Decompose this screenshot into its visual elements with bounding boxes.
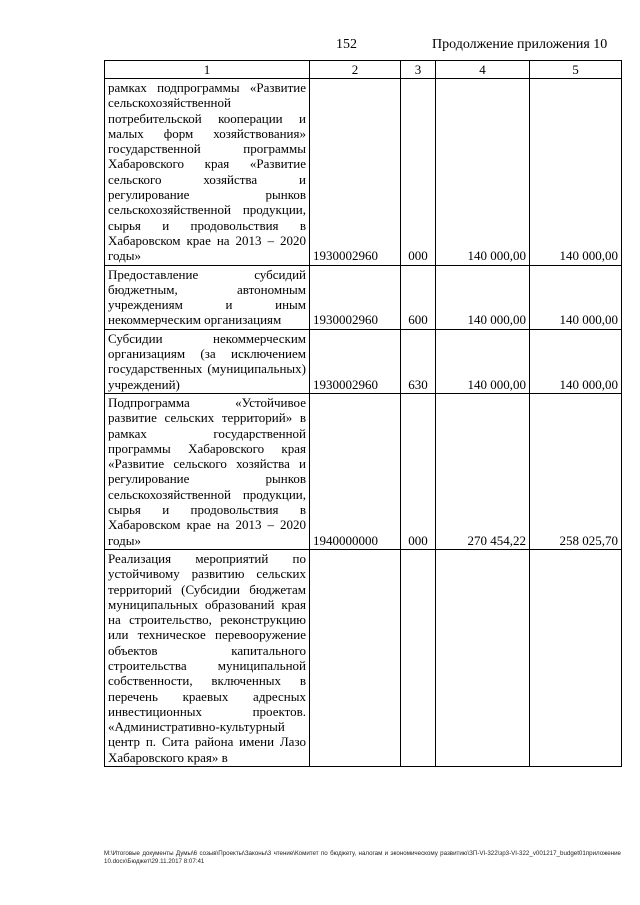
row-description: Подпрограмма «Устойчивое развитие сельских территорий» в рамках государственной программы Хабаровского края «Развитие сельского хозяйства и регулирование рынков сельскохозяйственной продукции, сырья и продовольствия в Хабаровском крае на 2013 – 2020 годы»: [105, 393, 310, 549]
amount-year-2: 140 000,00: [530, 329, 622, 393]
page-number: 152: [336, 37, 357, 52]
column-number: 1: [105, 61, 310, 79]
amount-year-2: 258 025,70: [530, 393, 622, 549]
amount-year-2: 140 000,00: [530, 265, 622, 329]
column-number-row: [105, 61, 622, 79]
target-code: 1930002960: [310, 265, 401, 329]
table-row: [105, 393, 622, 549]
table-row: [105, 329, 622, 393]
column-number: 4: [436, 61, 530, 79]
table-row: [105, 79, 622, 266]
expense-type-code: 000: [401, 79, 436, 266]
target-code: 1930002960: [310, 79, 401, 266]
amount-year-1: 270 454,22: [436, 393, 530, 549]
row-description: Реализация мероприятий по устойчивому развитию сельских территорий (Субсидии бюджетам муниципальных образований края на строительство, реконструкцию или техническое перевооружение объектов капитального строительства муниципальной собственности, включенных в перечень краевых адресных инвестиционных проектов. «Административно-культурный центр п. Сита района имени Лазо Хабаровского края» в: [105, 549, 310, 766]
target-code: 1940000000: [310, 393, 401, 549]
expense-type-code: [401, 549, 436, 766]
expense-type-code: 600: [401, 265, 436, 329]
table-row: [105, 265, 622, 329]
amount-year-1: 140 000,00: [436, 329, 530, 393]
expense-type-code: 000: [401, 393, 436, 549]
target-code: [310, 549, 401, 766]
amount-year-1: 140 000,00: [436, 265, 530, 329]
column-number: 2: [310, 61, 401, 79]
amount-year-1: 140 000,00: [436, 79, 530, 266]
row-description: рамках подпрограммы «Развитие сельскохозяйственной потребительской кооперации и малых форм хозяйствования» государственной программы Хабаровского края «Развитие сельского хозяйства и регулирование рынков сельскохозяйственной продукции, сырья и продовольствия в Хабаровском крае на 2013 – 2020 годы»: [105, 79, 310, 266]
file-path-footer: M:\Итоговые документы Думы\6 созыв\Проекты\Законы\3 чтение\Комитет по бюджету, налогам и экономическому развитию\ЗП-VI-322\зр3-VI-322_v001217_budget01приложение 10.docx\Бюджет\29.11.2017 8:07:41: [104, 850, 621, 865]
amount-year-1: [436, 549, 530, 766]
row-description: Предоставление субсидий бюджетным, автономным учреждениям и иным некоммерческим организациям: [105, 265, 310, 329]
table-row: [105, 549, 622, 766]
continuation-label: Продолжение приложения 10: [432, 37, 608, 52]
amount-year-2: [530, 549, 622, 766]
target-code: 1930002960: [310, 329, 401, 393]
amount-year-2: 140 000,00: [530, 79, 622, 266]
row-description: Субсидии некоммерческим организациям (за исключением государственных (муниципальных) учреждений): [105, 329, 310, 393]
column-number: 3: [401, 61, 436, 79]
expense-type-code: 630: [401, 329, 436, 393]
budget-table: [104, 60, 622, 767]
column-number: 5: [530, 61, 622, 79]
